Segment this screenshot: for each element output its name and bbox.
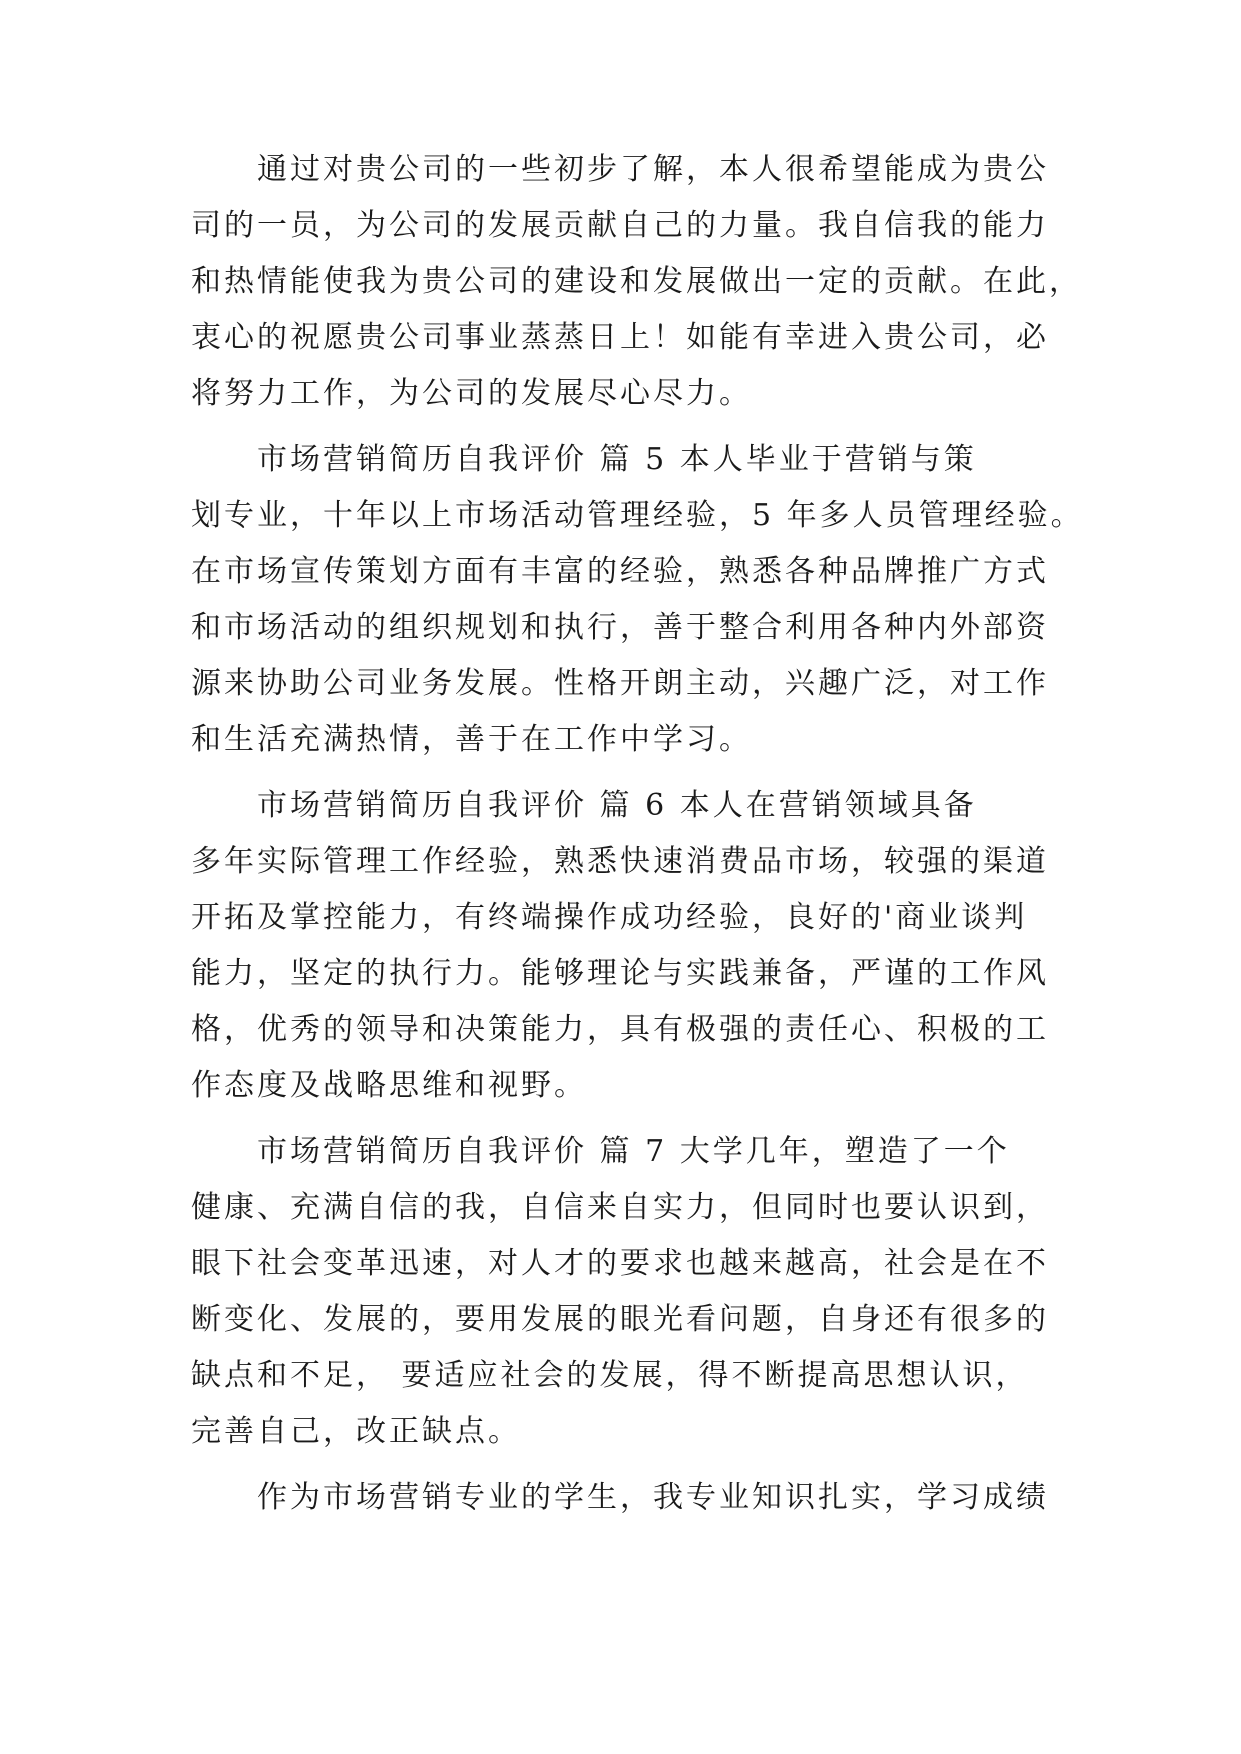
text-line: 开拓及掌控能力，有终端操作成功经验，良好的'商业谈判: [191, 900, 1028, 935]
text-line: 和生活充满热情，善于在工作中学习。: [191, 722, 752, 757]
text-line: 作态度及战略思维和视野。: [191, 1068, 587, 1103]
text-line: 断变化、发展的，要用发展的眼光看问题，自身还有很多的: [191, 1302, 1049, 1337]
text-line: 完善自己，改正缺点。: [191, 1414, 521, 1449]
text-line: 缺点和不足， 要适应社会的发展，得不断提高思想认识，: [191, 1358, 1029, 1393]
text-line: 格，优秀的领导和决策能力，具有极强的责任心、积极的工: [191, 1012, 1049, 1047]
section-heading-line: 市场营销简历自我评价 篇 7 大学几年，塑造了一个: [257, 1134, 1010, 1169]
section-heading-line: 市场营销简历自我评价 篇 5 本人毕业于营销与策: [257, 442, 977, 477]
text-line: 衷心的祝愿贵公司事业蒸蒸日上！如能有幸进入贵公司，必: [191, 320, 1049, 355]
text-line: 将努力工作，为公司的发展尽心尽力。: [191, 376, 752, 411]
text-line: 在市场宣传策划方面有丰富的经验，熟悉各种品牌推广方式: [191, 554, 1049, 589]
text-line: 多年实际管理工作经验，熟悉快速消费品市场，较强的渠道: [191, 844, 1049, 879]
text-line: 源来协助公司业务发展。性格开朗主动，兴趣广泛，对工作: [191, 666, 1049, 701]
text-line: 通过对贵公司的一些初步了解，本人很希望能成为贵公: [257, 152, 1049, 187]
text-line: 划专业，十年以上市场活动管理经验，5 年多人员管理经验。: [191, 498, 1084, 533]
section-heading-line: 市场营销简历自我评价 篇 6 本人在营销领域具备: [257, 788, 977, 823]
text-line: 作为市场营销专业的学生，我专业知识扎实，学习成绩: [257, 1480, 1049, 1515]
text-line: 和市场活动的组织规划和执行，善于整合利用各种内外部资: [191, 610, 1049, 645]
text-line: 眼下社会变革迅速，对人才的要求也越来越高，社会是在不: [191, 1246, 1049, 1281]
text-line: 健康、充满自信的我，自信来自实力，但同时也要认识到，: [191, 1190, 1049, 1225]
text-line: 和热情能使我为贵公司的建设和发展做出一定的贡献。在此，: [191, 264, 1082, 299]
text-line: 司的一员，为公司的发展贡献自己的力量。我自信我的能力: [191, 208, 1049, 243]
text-line: 能力，坚定的执行力。能够理论与实践兼备，严谨的工作风: [191, 956, 1049, 991]
